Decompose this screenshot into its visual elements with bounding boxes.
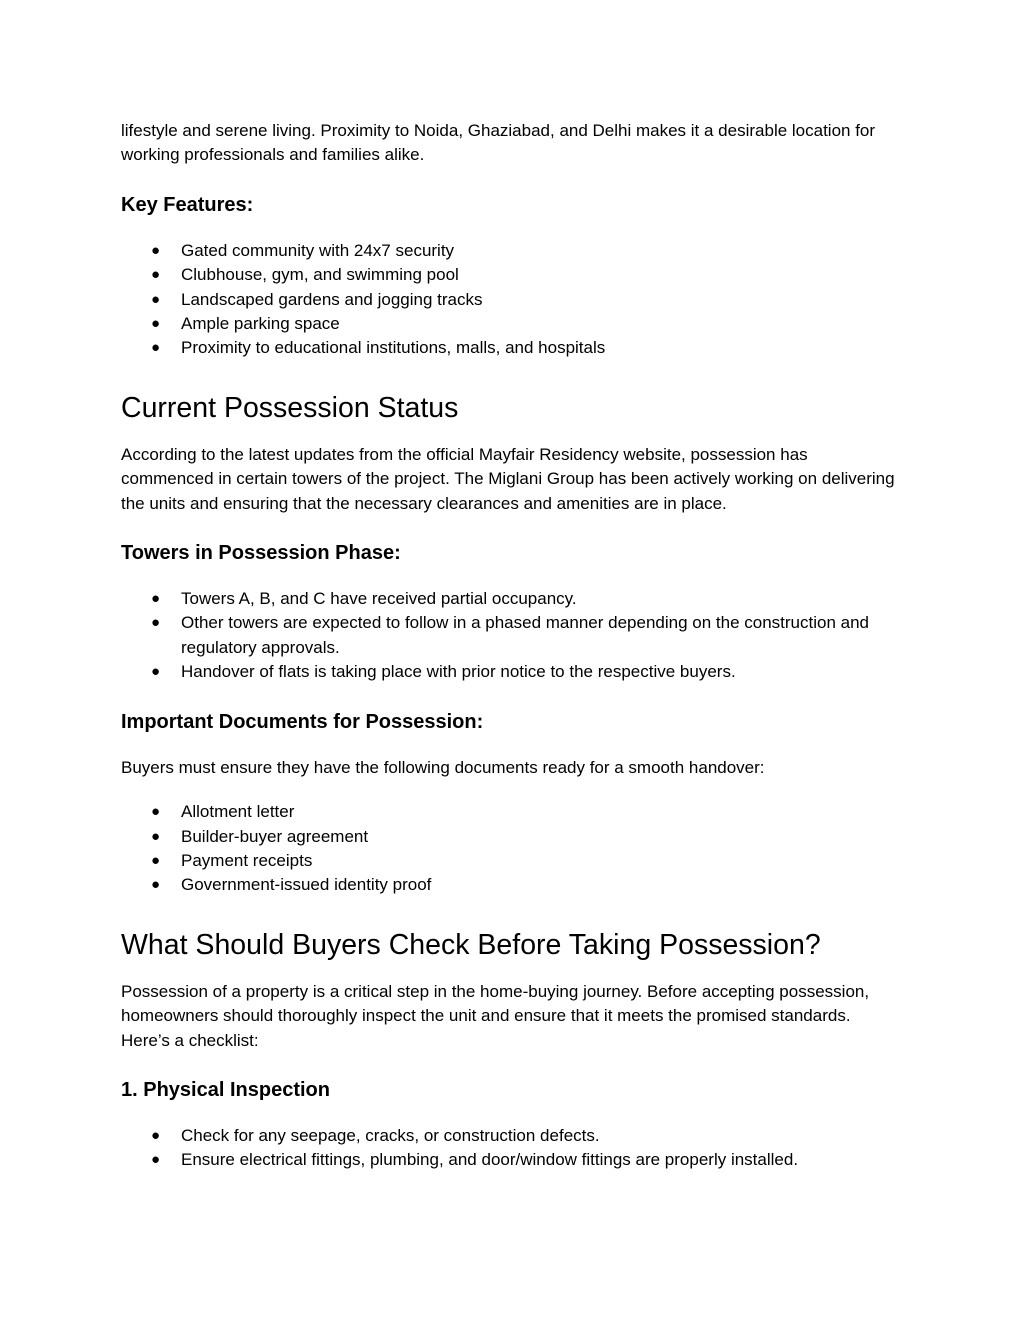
bullet-icon: ● (151, 1151, 161, 1169)
list-item: ● Allotment letter (121, 800, 901, 824)
list-item: ● Ample parking space (121, 312, 901, 336)
list-item: ● Builder-buyer agreement (121, 825, 901, 849)
list-item: ● Ensure electrical fittings, plumbing, and door/window fittings are properly installed. (121, 1148, 901, 1172)
towers-heading: Towers in Possession Phase: (121, 542, 401, 565)
key-features-list (121, 239, 901, 361)
list-item: ● Clubhouse, gym, and swimming pool (121, 263, 901, 287)
bullet-icon: ● (151, 266, 161, 284)
bullet-icon: ● (151, 290, 161, 308)
documents-paragraph: Buyers must ensure they have the following documents ready for a smooth handover: (121, 757, 765, 777)
list-item: ● Other towers are expected to follow in a phased manner depending on the construction and regulatory approvals. (151, 613, 869, 657)
bullet-icon: ● (151, 663, 161, 681)
list-item: ● Check for any seepage, cracks, or construction defects. (121, 1124, 901, 1148)
physical-inspection-list (121, 1124, 901, 1173)
documents-heading: Important Documents for Possession: (121, 710, 484, 733)
documents-list (121, 800, 901, 898)
list-item: ● Towers A, B, and C have received partial occupancy. (121, 587, 901, 611)
bullet-icon: ● (151, 590, 161, 608)
list-item: ● Handover of flats is taking place with prior notice to the respective buyers. (121, 660, 901, 684)
list-item: ● Payment receipts (121, 849, 901, 873)
physical-inspection-heading: 1. Physical Inspection (121, 1078, 330, 1101)
list-item: ● Landscaped gardens and jogging tracks (121, 288, 901, 312)
buyer-check-heading: What Should Buyers Check Before Taking Possession? (121, 928, 821, 961)
bullet-icon: ● (151, 241, 161, 259)
list-item: ● Government-issued identity proof (121, 873, 901, 897)
possession-status-heading: Current Possession Status (121, 391, 459, 424)
document-body (121, 119, 901, 1173)
bullet-icon: ● (151, 315, 161, 333)
bullet-icon: ● (151, 803, 161, 821)
towers-list (121, 587, 901, 685)
bullet-icon: ● (151, 339, 161, 357)
bullet-icon: ● (151, 614, 161, 632)
bullet-icon: ● (151, 1126, 161, 1144)
key-features-heading: Key Features: (121, 193, 254, 216)
buyer-check-paragraph: Possession of a property is a critical step in the home-buying journey. Before accepting possession, homeowners should thoroughly inspect the unit and ensure that it meets the promised standards. Here’s a checklist: (121, 981, 870, 1050)
intro-paragraph: lifestyle and serene living. Proximity to Noida, Ghaziabad, and Delhi makes it a desirable location for working professionals and families alike. (121, 121, 876, 165)
possession-status-paragraph: According to the latest updates from the official Mayfair Residency website, possession has commenced in certain towers of the project. The Miglani Group has been actively working on delivering the units and ensuring that the necessary clearances and amenities are in place. (121, 444, 895, 513)
bullet-icon: ● (151, 876, 161, 894)
list-item: ● Proximity to educational institutions, malls, and hospitals (121, 336, 901, 360)
bullet-icon: ● (151, 851, 161, 869)
bullet-icon: ● (151, 827, 161, 845)
list-item: ● Gated community with 24x7 security (121, 239, 901, 263)
